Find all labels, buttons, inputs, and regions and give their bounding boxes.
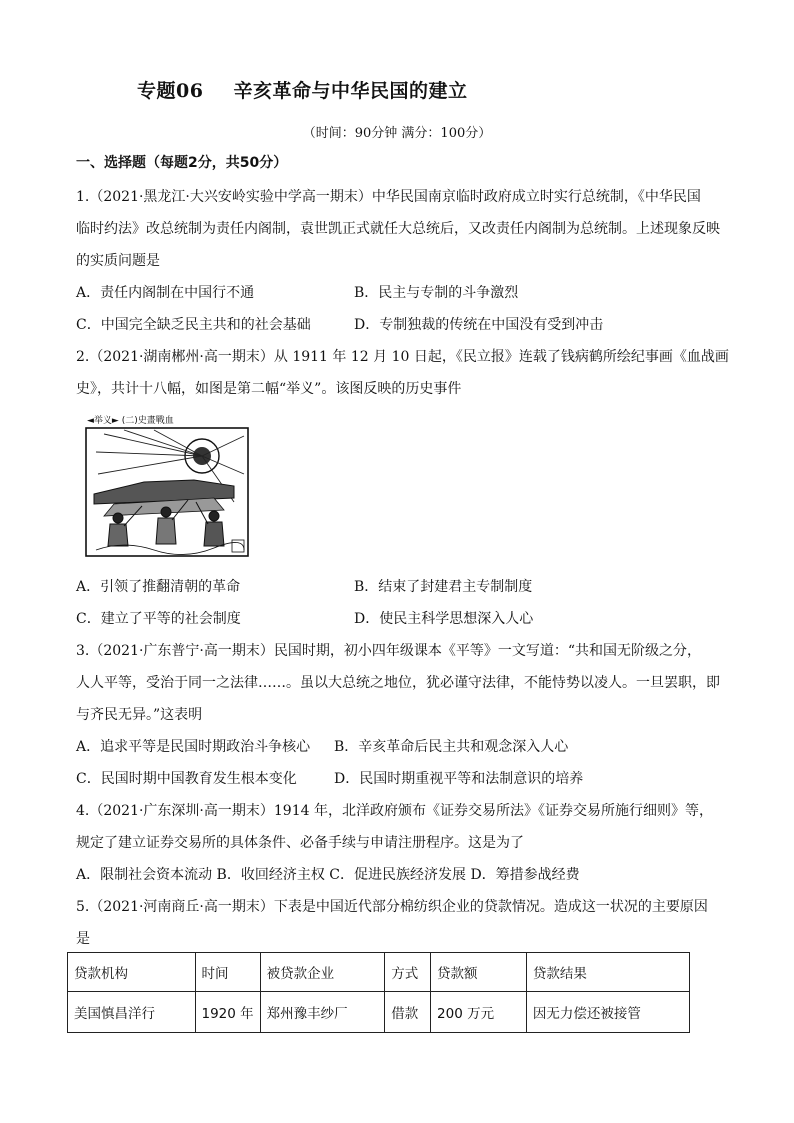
q3-stem-line3: 与齐民无异。”这表明 bbox=[76, 707, 203, 723]
exam-time-score: （时间：90分钟 满分：100分） bbox=[302, 126, 492, 141]
q1-option-c: C．中国完全缺乏民主共和的社会基础 bbox=[76, 317, 311, 333]
q3-stem-line2: 人人平等，受治于同一之法律……。虽以大总统之地位，犹必谨守法律，不能恃势以凌人。一旦罢职，即 bbox=[76, 675, 720, 691]
q1-stem-line2: 临时约法》改总统制为责任内阁制，袁世凯正式就任大总统后，又改责任内阁制为总统制。上述现象反映 bbox=[76, 221, 720, 237]
q4-options: A．限制社会资本流动 B．收回经济主权 C．促进民族经济发展 D．筹措参战经费 bbox=[76, 867, 580, 883]
q5-stem-line2: 是 bbox=[76, 931, 90, 947]
q4-stem-line2: 规定了建立证券交易所的具体条件、必备手续与申请注册程序。这是为了 bbox=[76, 835, 524, 851]
table-header-cell: 被贷款企业 bbox=[260, 953, 385, 992]
q3-option-a: A．追求平等是民国时期政治斗争核心 bbox=[76, 739, 311, 755]
table-header-cell: 方式 bbox=[385, 953, 431, 992]
q2-option-c: C．建立了平等的社会制度 bbox=[76, 611, 241, 627]
table-header-cell: 贷款机构 bbox=[68, 953, 196, 992]
q1-stem-line1: 1.（2021·黑龙江·大兴安岭实验中学高一期末）中华民国南京临时政府成立时实行总统制，《中华民国 bbox=[76, 189, 701, 205]
q1-option-a: A．责任内阁制在中国行不通 bbox=[76, 285, 255, 301]
q3-option-d: D．民国时期重视平等和法制意识的培养 bbox=[334, 771, 584, 787]
table-header-cell: 贷款结果 bbox=[526, 953, 689, 992]
q2-option-b: B．结束了封建君主专制制度 bbox=[354, 579, 533, 595]
table-cell: 郑州豫丰纱厂 bbox=[260, 992, 385, 1033]
q4-stem-line1: 4.（2021·广东深圳·高一期末）1914 年，北洋政府颁布《证券交易所法》《证券交易所施行细则》等， bbox=[76, 803, 713, 819]
q2-stem-line2: 史》，共计十八幅，如图是第二幅“举义”。该图反映的历史事件 bbox=[76, 381, 462, 397]
q2-option-a: A．引领了推翻清朝的革命 bbox=[76, 579, 241, 595]
title-code: 专题06 bbox=[137, 80, 204, 102]
q5-stem-line1: 5.（2021·河南商丘·高一期末）下表是中国近代部分棉纺织企业的贷款情况。造成这一状况的主要原因 bbox=[76, 899, 708, 915]
table-cell: 美国慎昌洋行 bbox=[68, 992, 196, 1033]
page-title bbox=[137, 76, 467, 103]
q1-option-d: D．专制独裁的传统在中国没有受到冲击 bbox=[354, 317, 604, 333]
section-heading: 一、选择题（每题2分，共50分） bbox=[76, 155, 288, 171]
table-cell: 借款 bbox=[385, 992, 431, 1033]
q3-stem-line1: 3.（2021·广东普宁·高一期末）民国时期，初小四年级课本《平等》一文写道：“共和国无阶级之分， bbox=[76, 643, 702, 659]
table-header-cell: 贷款额 bbox=[431, 953, 527, 992]
title-text: 辛亥革命与中华民国的建立 bbox=[233, 80, 468, 102]
q1-option-b: B．民主与专制的斗争激烈 bbox=[354, 285, 519, 301]
q2-stem-line1: 2.（2021·湖南郴州·高一期末）从 1911 年 12 月 10 日起，《民立报》连载了钱病鹤所绘纪事画《血战画 bbox=[76, 349, 729, 365]
q2-option-d: D．使民主科学思想深入人心 bbox=[354, 611, 534, 627]
q3-option-b: B．辛亥革命后民主共和观念深入人心 bbox=[334, 739, 569, 755]
table-header-cell: 时间 bbox=[195, 953, 260, 992]
table-header-row bbox=[68, 953, 690, 992]
uprising-illustration bbox=[84, 412, 250, 558]
loan-table bbox=[67, 952, 690, 1033]
table-cell: 1920 年 bbox=[195, 992, 260, 1033]
table-cell: 200 万元 bbox=[431, 992, 527, 1033]
table-cell: 因无力偿还被接管 bbox=[526, 992, 689, 1033]
q1-stem-line3: 的实质问题是 bbox=[76, 253, 160, 269]
table-row bbox=[68, 992, 690, 1033]
q3-option-c: C．民国时期中国教育发生根本变化 bbox=[76, 771, 297, 787]
illustration-caption: ◄举义► (二)史畫戰血 bbox=[87, 416, 174, 426]
